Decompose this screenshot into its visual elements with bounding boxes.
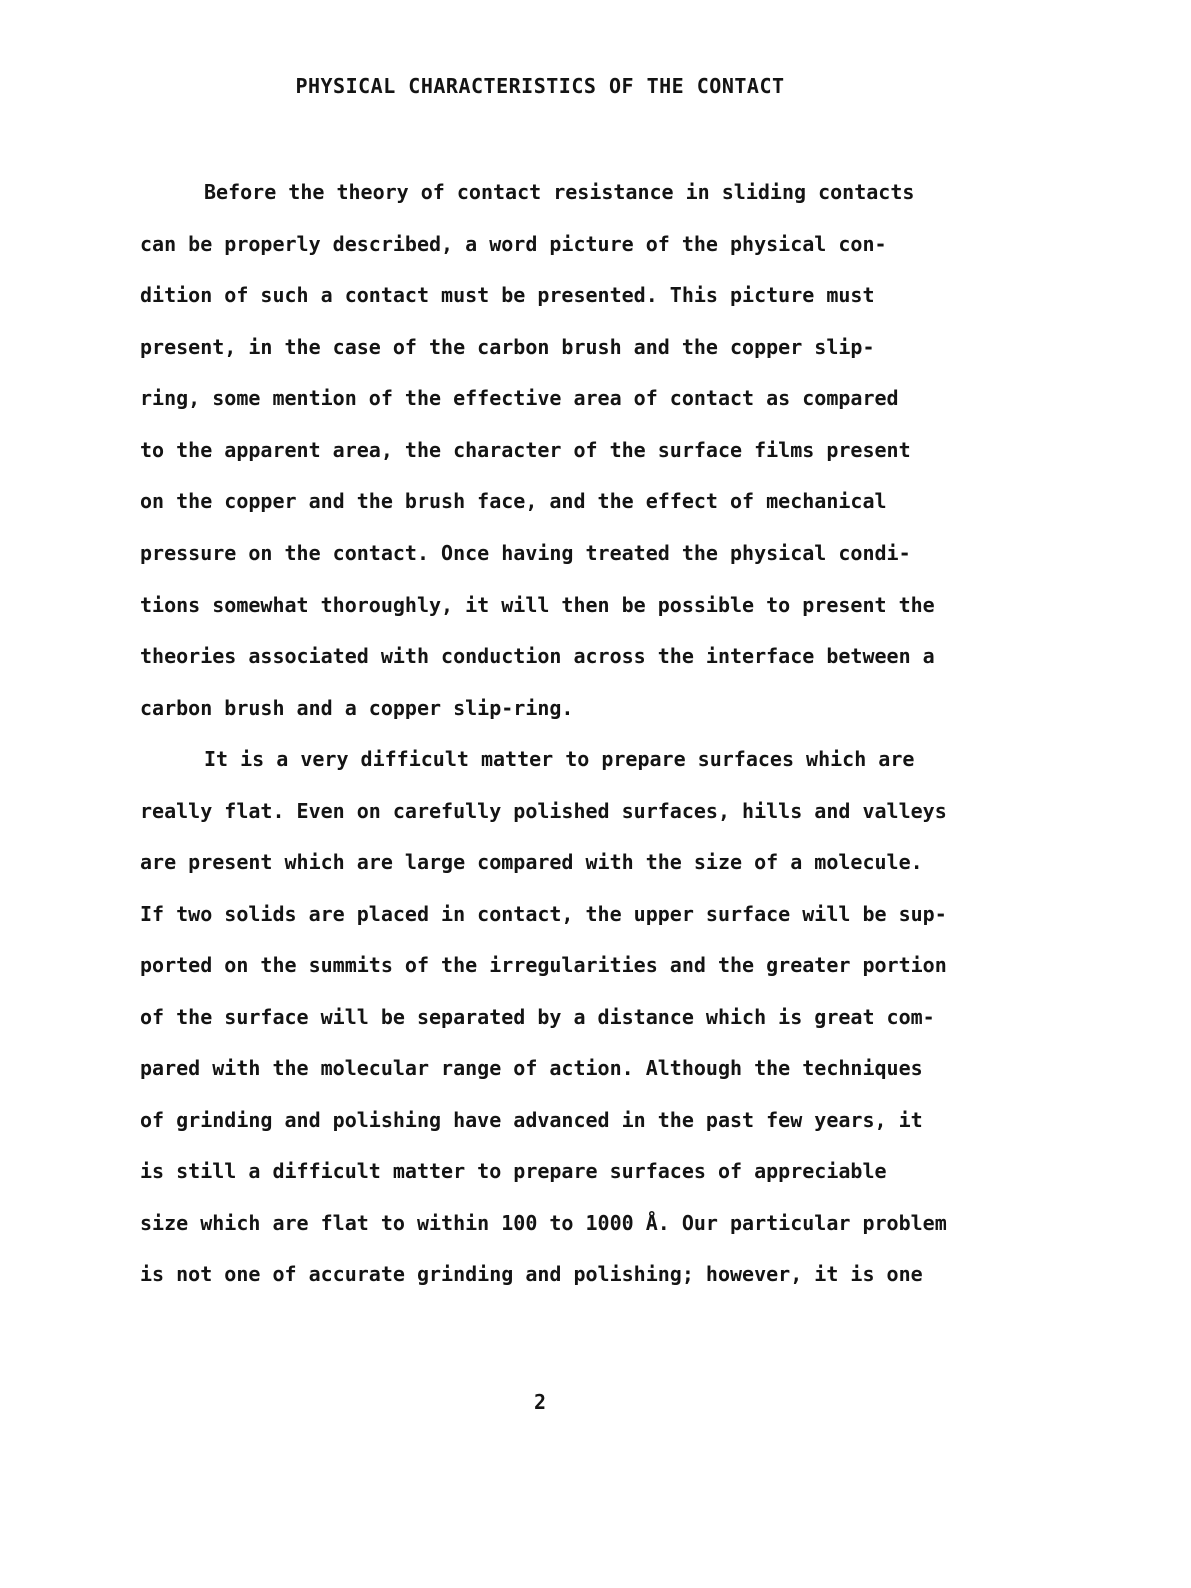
- paragraph-line: If two solids are placed in contact, the upper surface will be sup-: [140, 902, 947, 926]
- paragraph-line: carbon brush and a copper slip-ring.: [140, 696, 574, 720]
- paragraph-line: pressure on the contact. Once having treated the physical condi-: [140, 541, 911, 565]
- paragraph-line: tions somewhat thoroughly, it will then be possible to present the: [140, 593, 935, 617]
- paragraph-line: is not one of accurate grinding and polishing; however, it is one: [140, 1262, 923, 1286]
- paragraph-line: It is a very difficult matter to prepare surfaces which are: [204, 747, 915, 771]
- paragraph-line: dition of such a contact must be presented. This picture must: [140, 283, 875, 307]
- paragraph-line: on the copper and the brush face, and the effect of mechanical: [140, 489, 887, 513]
- paragraph-line: size which are flat to within 100 to 1000 Å. Our particular problem: [140, 1211, 947, 1235]
- paragraph-line: are present which are large compared with the size of a molecule.: [140, 850, 923, 874]
- page-title: PHYSICAL CHARACTERISTICS OF THE CONTACT: [295, 74, 785, 98]
- paragraph-line: pared with the molecular range of action. Although the techniques: [140, 1056, 923, 1080]
- paragraph-line: to the apparent area, the character of the surface films present: [140, 438, 911, 462]
- paragraph-line: is still a difficult matter to prepare surfaces of appreciable: [140, 1159, 887, 1183]
- paragraph-line: Before the theory of contact resistance in sliding contacts: [204, 180, 915, 204]
- paragraph-line: of grinding and polishing have advanced in the past few years, it: [140, 1108, 923, 1132]
- paragraph-line: of the surface will be separated by a distance which is great com-: [140, 1005, 935, 1029]
- paragraph-line: ported on the summits of the irregularities and the greater portion: [140, 953, 947, 977]
- paragraph-line: can be properly described, a word picture of the physical con-: [140, 232, 887, 256]
- paragraph-line: really flat. Even on carefully polished surfaces, hills and valleys: [140, 799, 947, 823]
- paragraph-line: theories associated with conduction across the interface between a: [140, 644, 935, 668]
- paragraph-line: ring, some mention of the effective area of contact as compared: [140, 386, 899, 410]
- paragraph-line: present, in the case of the carbon brush and the copper slip-: [140, 335, 875, 359]
- page-number: 2: [533, 1390, 547, 1414]
